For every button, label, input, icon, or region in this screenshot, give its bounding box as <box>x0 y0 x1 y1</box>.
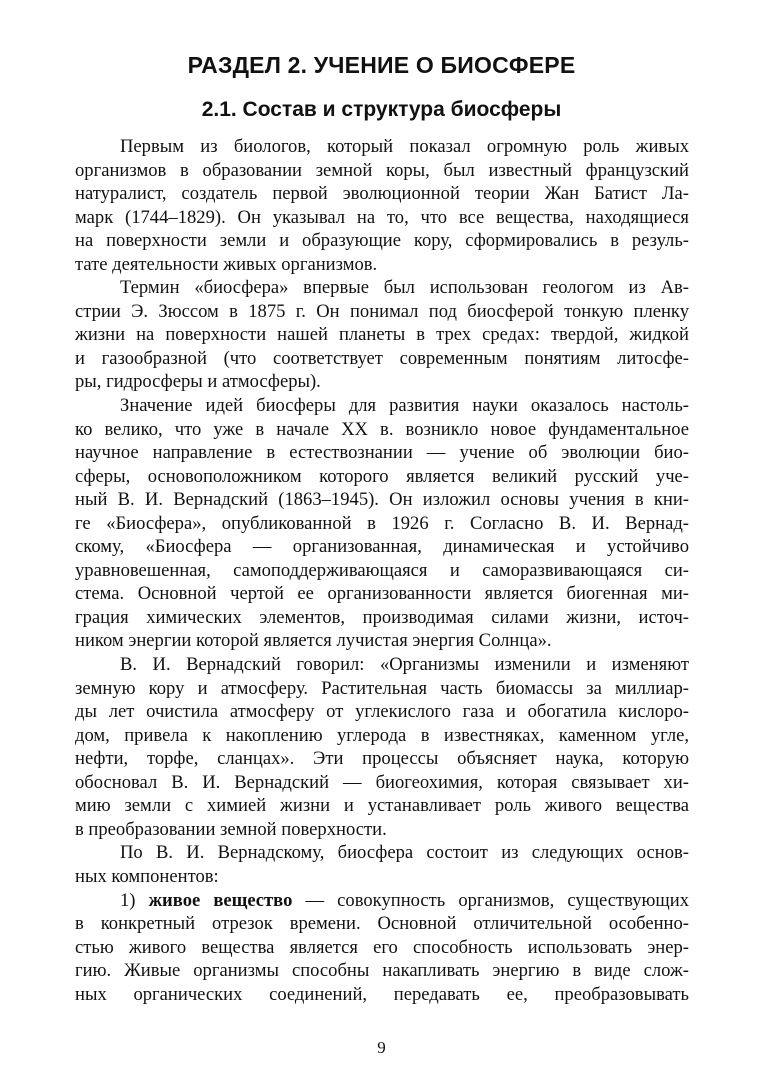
text-line: ры, гидросферы и атмосферы). <box>75 371 321 393</box>
text-line: стью живого вещества является его способность использовать энер- <box>75 936 689 958</box>
text-line: жизни на поверхности нашей планеты в трех средах: твердой, жидкой <box>75 324 689 346</box>
line-segment: 1) <box>120 889 149 911</box>
text-line: обосновал В. И. Вернадский — биогеохимия, которая связывает хи- <box>75 771 689 793</box>
text-line <box>75 889 689 913</box>
text-line: ге «Биосфера», опубликованной в 1926 г. Согласно В. И. Вернад- <box>75 512 689 534</box>
page-number: 9 <box>377 1038 386 1057</box>
text-line: натуралист, создатель первой эволюционной теории Жан Батист Ла- <box>75 183 689 205</box>
text-line: марк (1744–1829). Он указывал на то, что все вещества, находящиеся <box>75 206 689 228</box>
text-line: скому, «Биосфера — организованная, динамическая и устойчиво <box>75 536 689 558</box>
text-line: гию. Живые организмы способны накапливать энергию в виде слож- <box>75 960 689 982</box>
text-line: В. И. Вернадский говорил: «Организмы изменили и изменяют <box>120 654 689 676</box>
text-line: ко велико, что уже в начале XX в. возникло новое фундаментальное <box>75 418 689 440</box>
text-line: По В. И. Вернадскому, биосфера состоит из следующих основ- <box>120 842 689 864</box>
text-line: мию земли с химией жизни и устанавливает роль живого вещества <box>75 795 689 817</box>
text-line: ды лет очистила атмосферу от углекислого газа и обогатила кислоро- <box>75 701 689 723</box>
text-line: научное направление в естествознании — учение об эволюции био- <box>75 442 689 464</box>
text-line: нефти, торфе, сланцах». Эти процессы объясняет наука, которую <box>75 748 689 770</box>
text-line: ных органических соединений, передавать ее, преобразовывать <box>75 983 689 1005</box>
subsection-heading: 2.1. Состав и структура биосферы <box>201 98 562 121</box>
text-line: в преобразовании земной поверхности. <box>75 818 387 840</box>
text-line: дом, привела к накоплению углерода в известняках, каменном угле, <box>75 724 689 746</box>
text-line: стема. Основной чертой ее организованности является биогенная ми- <box>75 583 689 605</box>
text-line: и газообразной (что соответствует современным понятиям литосфе- <box>75 347 689 369</box>
text-line: на поверхности земли и образующие кору, сформировались в резуль- <box>75 230 689 252</box>
text-line: тате деятельности живых организмов. <box>75 253 378 275</box>
section-heading: РАЗДЕЛ 2. УЧЕНИЕ О БИОСФЕРЕ <box>187 52 576 78</box>
text-line: ных компонентов: <box>75 865 219 887</box>
text-line: сферы, основоположником которого является великий русский уче- <box>75 465 689 487</box>
text-line: ный В. И. Вернадский (1863–1945). Он изложил основы учения в кни- <box>75 489 689 511</box>
text-line: земную кору и атмосферу. Растительная часть биомассы за миллиар- <box>75 677 689 699</box>
bold-term: живое вещество <box>148 889 293 911</box>
body-text <box>75 135 689 1006</box>
text-line: Термин «биосфера» впервые был использован геологом из Ав- <box>120 277 689 299</box>
line-segment: — совокупность организмов, существующих <box>292 889 689 911</box>
text-line: Значение идей биосферы для развития науки оказалось настоль- <box>120 395 689 417</box>
text-line: ником энергии которой является лучистая энергия Солнца». <box>75 630 552 652</box>
text-line: грация химических элементов, производимая силами жизни, источ- <box>75 606 689 628</box>
text-line: уравновешенная, самоподдерживающаяся и саморазвивающаяся си- <box>75 559 689 581</box>
text-line: в конкретный отрезок времени. Основной отличительной особенно- <box>75 913 689 935</box>
text-line: организмов в образовании земной коры, был известный французский <box>75 159 689 181</box>
text-line: стрии Э. Зюссом в 1875 г. Он понимал под биосферой тонкую пленку <box>75 300 689 322</box>
text-line: Первым из биологов, который показал огромную роль живых <box>120 136 689 157</box>
